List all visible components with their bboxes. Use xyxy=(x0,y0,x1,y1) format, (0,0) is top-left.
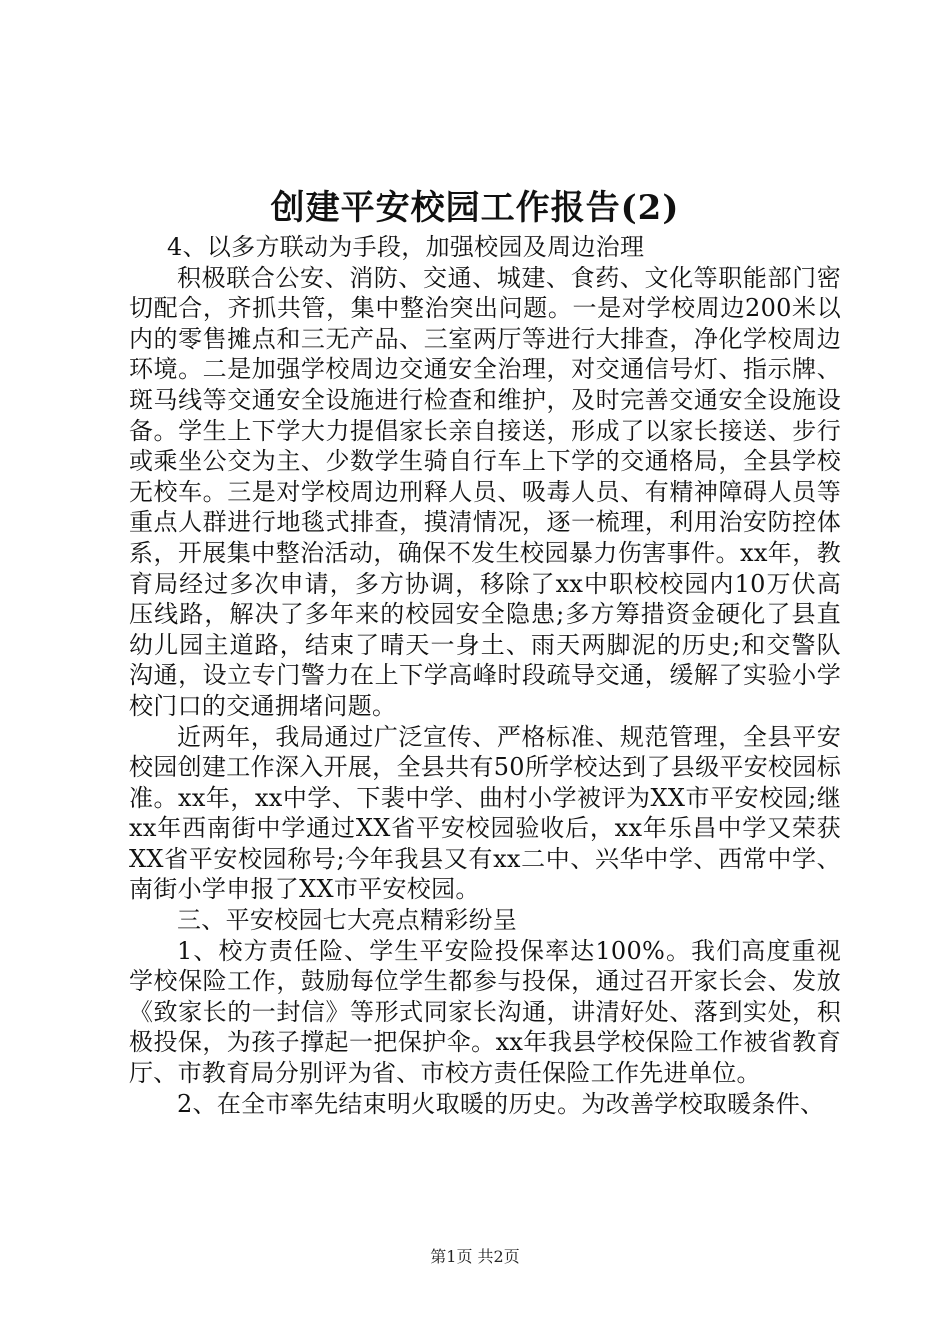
paragraph-section-heading-4: 4、以多方联动为手段，加强校园及周边治理 xyxy=(167,233,645,261)
paragraph-heating: 2、在全市率先结束明火取暖的历史。为改善学校取暖条件、 xyxy=(177,1089,825,1118)
paragraph-joint-governance: 积极联合公安、消防、交通、城建、食药、文化等职能部门密切配合，齐抓共管，集中整治突出问题。一是对学校周边200米以内的零售摊点和三无产品、三室两厅等进行大排查，净化学校周边环境。二是加强学校周边交通安全治理，对交通信号灯、指示牌、斑马线等交通安全设施进行检查和维护，及时完善交通安全设施设备。学生上下学大力提倡家长亲自接送，形成了以家长接送、步行或乘坐公交为主、少数学生骑自行车上下学的交通格局，全县学校无校车。三是对学校周边刑释人员、吸毒人员、有精神障碍人员等重点人群进行地毯式排查，摸清情况，逐一梳理，利用治安防控体系，开展集中整治活动，确保不发生校园暴力伤害事件。xx年，教育局经过多次申请，多方协调，移除了xx中职校校园内10万伏高压线路，解决了多年来的校园安全隐患;多方筹措资金硬化了县直幼儿园主道路，结束了晴天一身土、雨天两脚泥的历史;和交警队沟通，设立专门警力在上下学高峰时段疏导交通，缓解了实验小学校门口的交通拥堵问题。 xyxy=(129,263,841,720)
document-body xyxy=(129,232,841,1119)
page-footer: 第1页 共2页 xyxy=(430,1247,520,1266)
document-title: 创建平安校园工作报告(2) xyxy=(270,188,680,228)
paragraph-recent-achievements: 近两年，我局通过广泛宣传、严格标准、规范管理，全县平安校园创建工作深入开展，全县共有50所学校达到了县级平安校园标准。xx年，xx中学、下裴中学、曲村小学被评为XX市平安校园;继xx年西南街中学通过XX省平安校园验收后，xx年乐昌中学又荣获XX省平安校园称号;今年我县又有xx二中、兴华中学、西常中学、南街小学申报了XX市平安校园。 xyxy=(129,722,841,904)
paragraph-insurance: 1、校方责任险、学生平安险投保率达100%。我们高度重视学校保险工作，鼓励每位学生都参与投保，通过召开家长会、发放《致家长的一封信》等形式同家长沟通，讲清好处、落到实处，积极投保，为孩子撑起一把保护伞。xx年我县学校保险工作被省教育厅、市教育局分别评为省、市校方责任保险工作先进单位。 xyxy=(129,936,841,1088)
paragraph-section-heading-3: 三、平安校园七大亮点精彩纷呈 xyxy=(177,906,518,935)
